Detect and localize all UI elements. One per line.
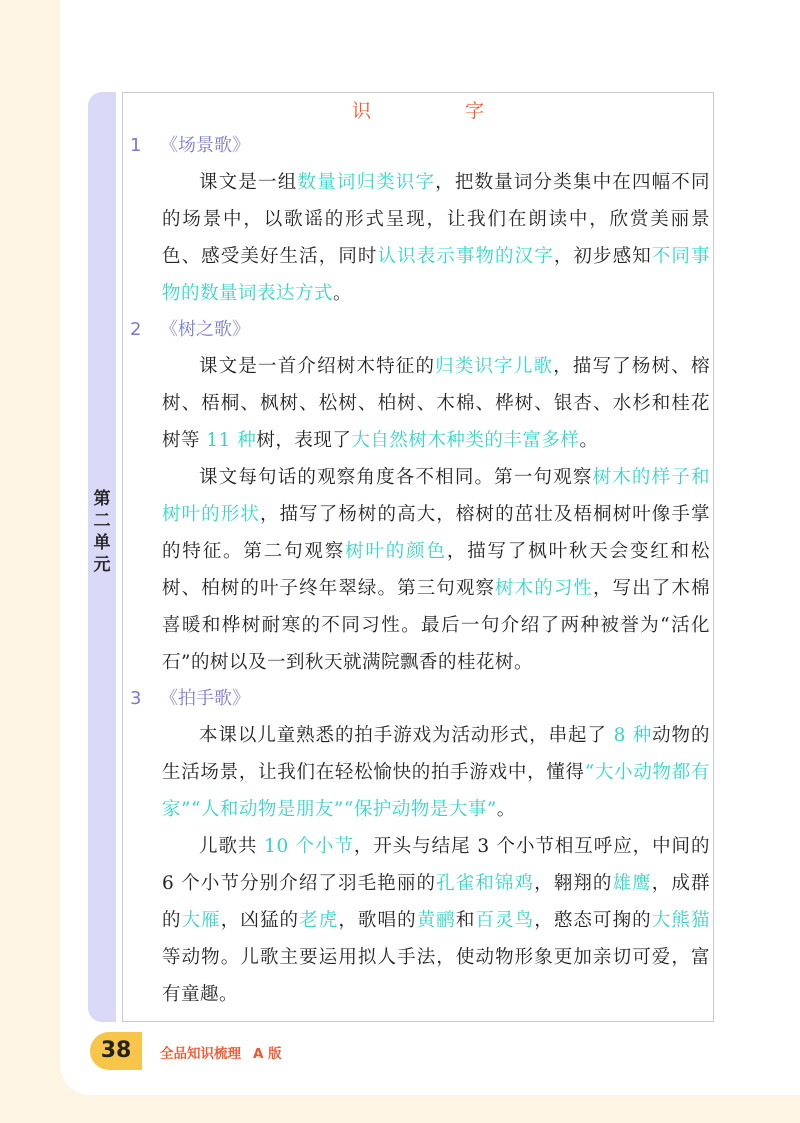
- highlight-text: 百灵鸟: [475, 910, 535, 931]
- body-text: 动物的生活场景，让我们在轻松愉快的拍手游戏中，懂得: [162, 725, 710, 783]
- lesson-content: [130, 128, 710, 1013]
- highlight-text: “大小动物都有家”“人和动物是朋友”“保护动物是大事”: [162, 762, 710, 820]
- footer-book-title: [160, 1042, 282, 1062]
- page-number: 38: [90, 1032, 142, 1070]
- lesson-heading: [130, 681, 710, 717]
- highlight-text: 归类识字儿歌: [435, 356, 554, 377]
- highlight-text: 数量词归类识字: [297, 172, 436, 193]
- body-text: 。: [579, 430, 599, 451]
- body-text: ，歌唱的: [338, 910, 417, 931]
- lesson-title: 《拍手歌》: [160, 688, 250, 709]
- body-text: ，写出了木棉喜暖和桦树耐寒的不同习性。最后一句介绍了两种被誉为“活化石”的树以及一到秋天就满院飘香的桂花树。: [162, 578, 710, 673]
- book-title: 全品知识梳理: [160, 1046, 241, 1062]
- body-text: ，把数量词分类集中在四幅不同的场景中，以歌谣的形式呈现，让我们在朗读中，欣赏美丽景色、感受美好生活，同时: [162, 172, 710, 267]
- body-text: ，凶猛的: [220, 910, 300, 931]
- highlight-text: 树叶的颜色: [345, 541, 447, 562]
- highlight-text: 11 种: [206, 430, 257, 451]
- body-text: ，描写了枫叶秋天会变红和松树、柏树的叶子终年翠绿。第三句观察: [162, 541, 710, 599]
- body-text: 课文是一组: [199, 172, 298, 193]
- unit-side-label: 第二单元: [93, 489, 111, 575]
- body-text: 和: [455, 910, 476, 931]
- body-text: 课文每句话的观察角度各不相同。第一句观察: [199, 467, 593, 488]
- body-text: 儿歌共: [199, 836, 265, 857]
- lesson-paragraph: [130, 828, 710, 1013]
- body-text: ，翱翔的: [534, 873, 613, 894]
- lesson-title: 《树之歌》: [160, 319, 250, 340]
- lesson-paragraph: [130, 348, 710, 459]
- body-text: ，描写了杨树的高大，榕树的茁壮及梧桐树叶像手掌的特征。第二句观察: [162, 504, 710, 562]
- body-text: ，描写了杨树、榕树、梧桐、枫树、松树、柏树、木棉、桦树、银杏、水杉和桂花树等: [162, 356, 710, 451]
- highlight-text: 黄鹂: [416, 910, 456, 931]
- highlight-text: 大熊猫: [651, 910, 710, 931]
- body-text: 本课以儿童熟悉的拍手游戏为活动形式，串起了: [199, 725, 614, 746]
- lesson-number: 2: [130, 319, 142, 340]
- highlight-text: 不同事物的数量词表达方式: [162, 246, 710, 304]
- highlight-text: 树木的样子和树叶的形状: [162, 467, 710, 525]
- book-edition: A 版: [253, 1046, 282, 1062]
- body-text: ，成群的: [162, 873, 710, 931]
- body-text: ，开头与结尾 3 个小节相互呼应，中间的 6 个小节分别介绍了羽毛艳丽的: [162, 836, 710, 894]
- body-text: 课文是一首介绍树木特征的: [199, 356, 436, 377]
- body-text: 。: [333, 283, 353, 304]
- lesson-paragraph: [130, 164, 710, 312]
- highlight-text: 孔雀和锦鸡: [436, 873, 535, 894]
- highlight-text: 大自然树木种类的丰富多样: [351, 430, 580, 451]
- body-text: ，憨态可掬的: [534, 910, 652, 931]
- highlight-text: 大雁: [181, 910, 221, 931]
- lesson-number: 3: [130, 688, 142, 709]
- highlight-text: 8 种: [613, 725, 653, 746]
- highlight-text: 雄鹰: [612, 873, 652, 894]
- highlight-text: 树木的习性: [495, 578, 594, 599]
- lesson-number: 1: [130, 135, 142, 156]
- lesson-heading: [130, 312, 710, 348]
- highlight-text: 老虎: [299, 910, 339, 931]
- page-title: 识 字: [351, 100, 529, 122]
- lesson-heading: [130, 128, 710, 164]
- body-text: ，初步感知: [553, 246, 652, 267]
- highlight-text: 10 个小节: [264, 836, 354, 857]
- lesson-title: 《场景歌》: [160, 135, 250, 156]
- body-text: 树，表现了: [256, 430, 352, 451]
- lesson-paragraph: [130, 459, 710, 681]
- body-text: 。: [496, 799, 516, 820]
- highlight-text: 认识表示事物的汉字: [377, 246, 554, 267]
- body-text: 等动物。儿歌主要运用拟人手法，使动物形象更加亲切可爱，富有童趣。: [162, 947, 710, 1005]
- lesson-paragraph: [130, 717, 710, 828]
